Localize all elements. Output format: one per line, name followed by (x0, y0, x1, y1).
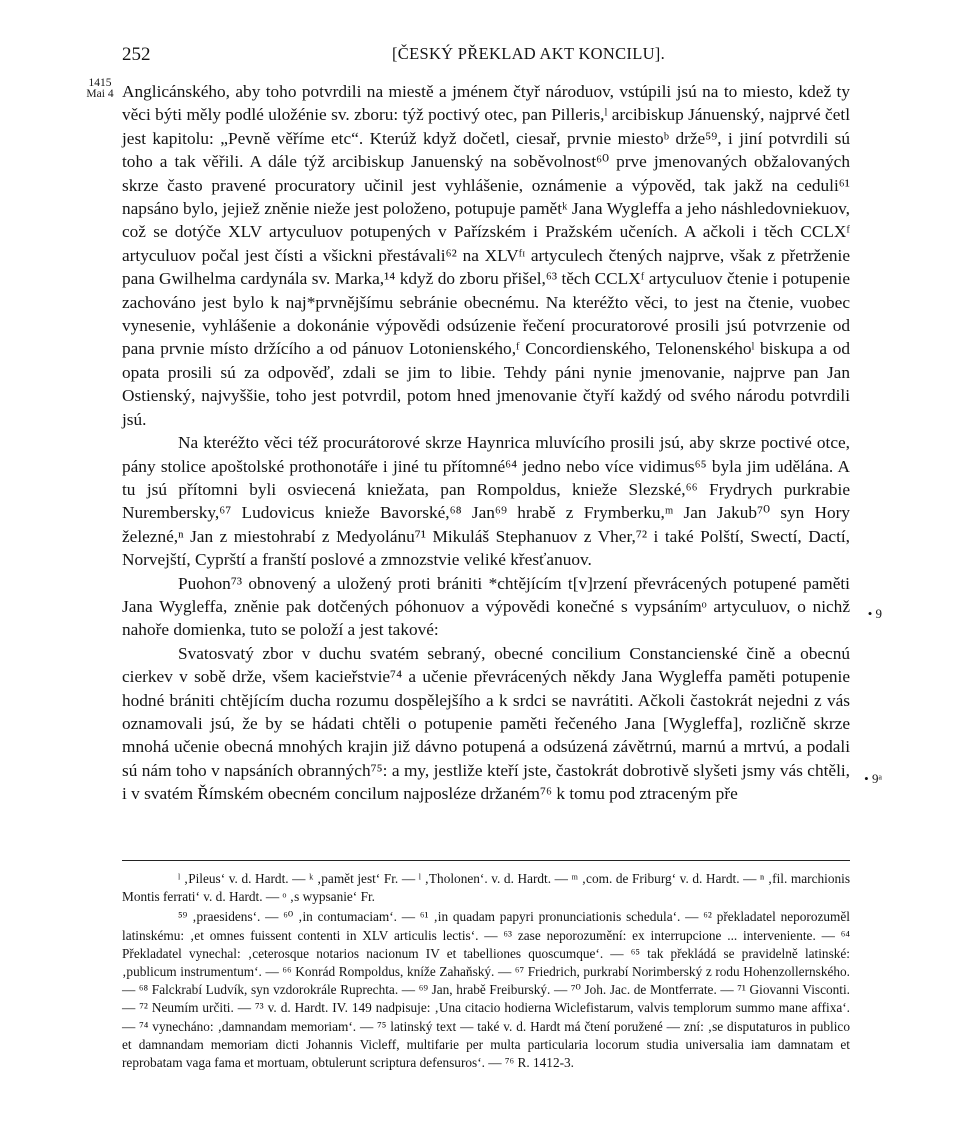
footnote-divider (122, 860, 850, 861)
footnote-numbers: ⁵⁹ ‚praesidens‘. — ⁶⁰ ‚in contumaciam‘. — ⁶¹ ‚in quadam papyri pronunciationis schedula‘. — ⁶² překladatel neporozuměl latinskému: ‚et omnes fuissent contenti in XLV articulis lectis‘. — ⁶³ zase neporozumění: ex interrupcione ... interveniente. — ⁶⁴ Překladatel vynechal: ‚ceterosque notarios nacionum IV et tabelliones quoscumque‘. — ⁶⁵ tak překládá se pravidelně latinské: ‚publicum instrumentum‘. — ⁶⁶ Konrád Rompoldus, kníže Zahaňský. — ⁶⁷ Friedrich, purkrabí Norimberský z rodu Hohenzollernského. — ⁶⁸ Falckrabí Ludvík, syn vzdorokrále Ruprechta. — ⁶⁹ Jan, hrabě Freiburský. — ⁷⁰ Joh. Jac. de Montferrate. — ⁷¹ Giovanni Visconti. — ⁷² Neumím určiti. — ⁷³ v. d. Hardt. IV. 149 nadpisuje: ‚Una citacio hodierna Wiclefistarum, valvis templorum summo mane affixa‘. — ⁷⁴ vynecháno: ‚damnandam memoriam‘. — ⁷⁵ latinský text — také v. d. Hardt má čtení poružené — zní: ‚se disputaturos in publico et damnandam memoriam dicti Johannis Vicleff, multifarie per multa particularia locorum studia universalia iam damnatam et reprobatam vaga fama et mortuam, obtulerunt scriptura defensuros‘. — ⁷⁶ R. 1412-3. (122, 909, 850, 1071)
margin-folio-mark: • 9 (867, 606, 882, 621)
footnotes (122, 870, 850, 1072)
main-text (122, 80, 850, 806)
margin-date-year: 1415 (88, 77, 112, 89)
margin-date (82, 78, 118, 100)
footnote-letters: ˡ ‚Pileus‘ v. d. Hardt. — ᵏ ‚pamět jest‘ Fr. — ˡ ‚Tholonen‘. v. d. Hardt. — ᵐ ‚com. de Friburg‘ v. d. Hardt. — ⁿ ‚fil. marchionis Montis ferrati‘ v. d. Hardt. — ᵒ ‚s wypsanie‘ Fr. (122, 871, 850, 905)
paragraph-4: Svatosvatý zbor v duchu svatém sebraný, obecné concilium Constancienské čině a obecnú cierkev v sobě drže, všem kacieřstvie⁷⁴ a učenie převrácených někdy Jana Wygleffa paměti potupenie hodné brániti chtějícím ducha rozumu dospělejšího a k srdci se navrátiti. Ačkoli častokrát nejedni z vás oznamovali jsú, že by se hádati chtěli o potupenie paměti řečeného Jana [Wygleffa], rozličně skrze mnohá učenie obecná mnohých krajin již dávno potupená a odsúzená závětrnú, marnú a mrtvú, a podali sú nám toho v napsáních obranných⁷⁵: a my, jestliže kteří jste, častokrát dobrotivě slyšeti jsmy vás chtěli, i v svatém Římském obecném concilum najposléze držaném⁷⁶ k tomu pod ztraceným pře (122, 643, 850, 804)
margin-folio-mark: • 9ᵃ (864, 771, 882, 786)
running-head-title: [ČESKÝ PŘEKLAD AKT KONCILU]. (392, 44, 666, 63)
running-head (0, 40, 960, 68)
paragraph-2: Na kteréžto věci též procurátorové skrze Haynrica mluvícího prosili jsú, aby skrze poctivé otce, pány stolice apoštolské prothonotáře i jiné tu přítomné⁶⁴ jedno nebo více vidimus⁶⁵ byla jim udělána. A tu jsú přítomni byli osviecená kniežata, pan Rompoldus, knieže Slezské,⁶⁶ Frydrych purkrabie Nurembersky,⁶⁷ Ludovicus knieže Bavorské,⁶⁸ Jan⁶⁹ hrabě z Frymberku,ᵐ Jan Jakub⁷⁰ syn Hory železné,ⁿ Jan z miestohrabí z Medyolánu⁷¹ Mikuláš Stephanuov z Vher,⁷² i také Polští, Swectí, Dactí, Norvejští, Cyprští a franští poslové a zmnozstvie veliké křesťanuov. (122, 433, 850, 570)
margin-date-day: Mai 4 (86, 88, 114, 100)
paragraph-1: Anglicánského, aby toho potvrdili na miestě a jménem čtyř národuov, vstúpili jsú na to miesto, kdež ty věci býti měly podlé uložénie sv. zboru: týž poctivý otec, pan Pilleris,ˡ arcibiskup Jánuenský, najprvé četl jest kapitolu: „Pevně věříme etc“. Kterúž když dočetl, ciesař, prvnie miestoᵇ drže⁵⁹, i jiní potvrdili sú toho a tak věřili. A dále týž arcibiskup Januenský na soběvolnost⁶⁰ prve jmenovaných obžalovaných skrze často pravené procuratory učinil jest vyhlášenie, oznámenie a výpověd, tak jakž na ceduli⁶¹ napsáno bylo, jejiež zněnie nieže jest položeno, potupuje pamětᵏ Jana Wygleffa a jeho náshledovniekuov, což se dotýče XLV artyculuov potupených v Pařízském i Pražském učeních. A ačkoli i těch CCLXᶠ artyculuov počal jest čísti a všickni přestávali⁶² na XLVᶠᶦ artyculech čtených najprve, však z přetrženie pana Gwilhelma cardynála sv. Marka,¹⁴ když do zboru přišel,⁶³ těch CCLXᶠ artyculuov čtenie i potupenie zachováno jest bylo k naj*prvnějšímu sebránie obecnému. Na kteréžto věci, to jest na čtenie, vuobec vynesenie, vyhlášenie a dokonánie výpovědi odsúzenie řečení procuratorové prosili jsú potvrzenie od pana prvnie místo držícího a od pánuov Lotonienského,ᶠ Concordienského, Telonenskéhoˡ biskupa a od opata prosili sú za odpověď, zdali se jim to libie. Tehdy páni nynie jmenovanie, najprve pan Jan Ostienský, najvyššie, toho jest potvrdil, potom hned jmenovanie čtyří každý od svého národu potvrdili jsú. (122, 82, 850, 429)
paragraph-3: Puohon⁷³ obnovený a uložený proti brániti *chtějícím t[v]rzení převrácených potupené paměti Jana Wygleffa, zněnie pak dotčených póhonuov a výpovědi konečné s vypsánímᵒ artyculuov, o nichž nahoře domienka, tuto se položí a jest takové: (122, 573, 850, 640)
page-number: 252 (122, 44, 151, 65)
